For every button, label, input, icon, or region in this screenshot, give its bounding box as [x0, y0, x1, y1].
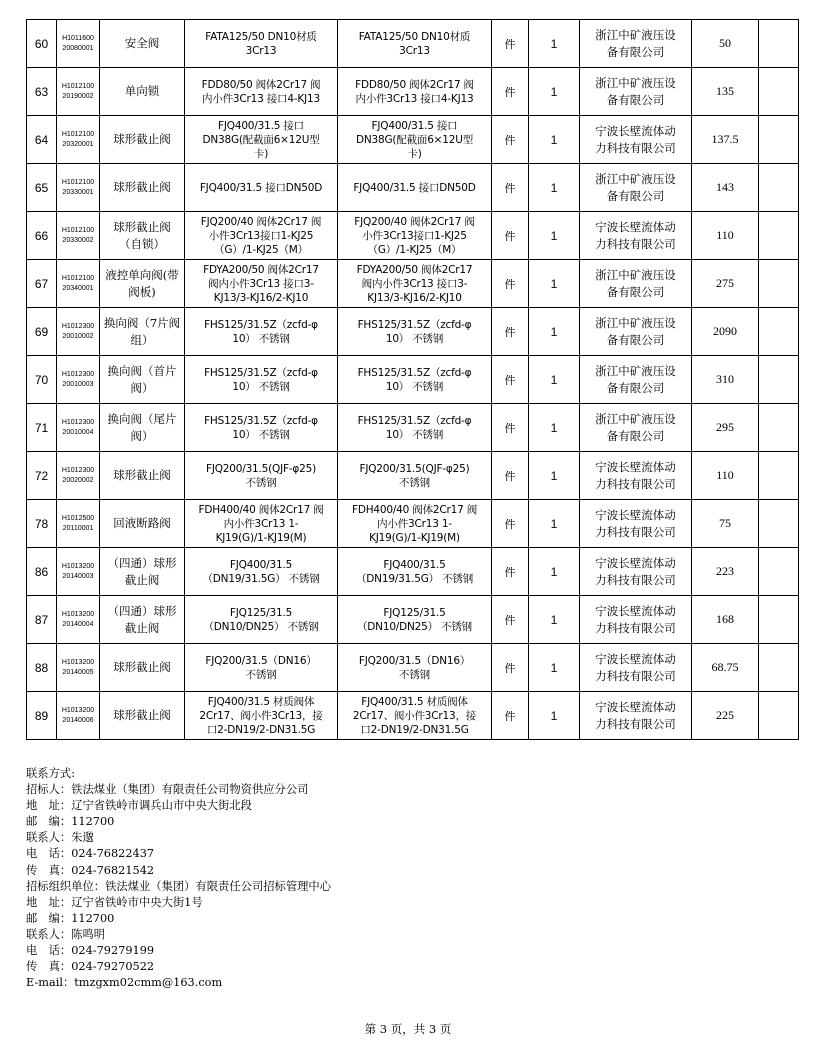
unit-cell: 件 — [492, 260, 529, 308]
material-code-cell: H1012100 20330002 — [57, 212, 100, 260]
supplier-cell: 浙江中矿液压设 备有限公司 — [580, 164, 692, 212]
contact-line: 传 真：024-79270522 — [26, 960, 155, 974]
unit-price-cell: 2090 — [692, 308, 759, 356]
quantity-cell: 1 — [529, 68, 580, 116]
unit-cell: 件 — [492, 164, 529, 212]
item-name-cell: 球形截止阀 — [100, 164, 185, 212]
contact-line: 招标人：铁法煤业（集团）有限责任公司物资供应分公司 — [26, 783, 309, 797]
contact-line: 招标组织单位：铁法煤业（集团）有限责任公司招标管理中心 — [26, 879, 332, 893]
unit-cell: 件 — [492, 356, 529, 404]
unit-cell: 件 — [492, 308, 529, 356]
supplier-cell: 浙江中矿液压设 备有限公司 — [580, 356, 692, 404]
unit-price-cell: 310 — [692, 356, 759, 404]
supplier-cell: 浙江中矿液压设 备有限公司 — [580, 308, 692, 356]
quantity-cell: 1 — [529, 500, 580, 548]
item-name-cell: 球形截止阀 — [100, 692, 185, 740]
remarks-cell — [759, 20, 799, 68]
contact-lines — [26, 782, 726, 991]
material-code-cell: H1012100 20340001 — [57, 260, 100, 308]
supplier-cell: 宁波长壁流体动 力科技有限公司 — [580, 692, 692, 740]
contact-line: E-mail：tmzgxm02cmm@163.com — [26, 976, 223, 990]
unit-price-cell: 68.75 — [692, 644, 759, 692]
row-number-cell: 60 — [27, 20, 57, 68]
supplier-cell: 宁波长壁流体动 力科技有限公司 — [580, 644, 692, 692]
item-spec-alt-cell: FJQ400/31.5 接口DN50D — [338, 164, 492, 212]
supplier-cell: 宁波长壁流体动 力科技有限公司 — [580, 548, 692, 596]
unit-price-cell: 75 — [692, 500, 759, 548]
quantity-cell: 1 — [529, 356, 580, 404]
table-row — [27, 500, 799, 548]
contact-line: 电 话：024-76822437 — [26, 847, 155, 861]
unit-price-cell: 225 — [692, 692, 759, 740]
item-spec-alt-cell: FJQ400/31.5 接口 DN38G(配截面6×12U型 卡) — [338, 116, 492, 164]
quantity-cell: 1 — [529, 116, 580, 164]
row-number-cell: 71 — [27, 404, 57, 452]
unit-cell: 件 — [492, 20, 529, 68]
quantity-cell: 1 — [529, 548, 580, 596]
item-name-cell: 球形截止阀 — [100, 452, 185, 500]
item-name-cell: 球形截止阀 — [100, 116, 185, 164]
material-code-cell: H1011600 20080001 — [57, 20, 100, 68]
item-spec-cell: FJQ400/31.5 接口 DN38G(配截面6×12U型 卡) — [185, 116, 338, 164]
remarks-cell — [759, 260, 799, 308]
table-row — [27, 68, 799, 116]
supplier-cell: 宁波长壁流体动 力科技有限公司 — [580, 596, 692, 644]
table-row — [27, 260, 799, 308]
supplier-cell: 浙江中矿液压设 备有限公司 — [580, 20, 692, 68]
unit-price-cell: 275 — [692, 260, 759, 308]
supplier-cell: 宁波长壁流体动 力科技有限公司 — [580, 500, 692, 548]
remarks-cell — [759, 308, 799, 356]
item-spec-alt-cell: FDH400/40 阀体2Cr17 阀 内小件3Cr13 1- KJ19(G)/1-KJ19(M) — [338, 500, 492, 548]
item-name-cell: 换向阀（首片 阀） — [100, 356, 185, 404]
unit-price-cell: 110 — [692, 452, 759, 500]
material-code-cell: H1013200 20140006 — [57, 692, 100, 740]
item-spec-alt-cell: FHS125/31.5Z（zcfd-φ 10） 不锈钢 — [338, 356, 492, 404]
quantity-cell: 1 — [529, 692, 580, 740]
material-code-cell: H1012300 20010004 — [57, 404, 100, 452]
row-number-cell: 89 — [27, 692, 57, 740]
remarks-cell — [759, 644, 799, 692]
unit-price-cell: 135 — [692, 68, 759, 116]
item-spec-alt-cell: FJQ125/31.5 （DN10/DN25） 不锈钢 — [338, 596, 492, 644]
remarks-cell — [759, 212, 799, 260]
remarks-cell — [759, 68, 799, 116]
quantity-cell: 1 — [529, 644, 580, 692]
item-spec-cell: FJQ200/31.5(QJF-φ25) 不锈钢 — [185, 452, 338, 500]
table-row — [27, 356, 799, 404]
contact-info — [26, 766, 726, 991]
quantity-cell: 1 — [529, 164, 580, 212]
material-code-cell: H1013200 20140004 — [57, 596, 100, 644]
item-spec-cell: FJQ400/31.5 （DN19/31.5G） 不锈钢 — [185, 548, 338, 596]
item-spec-alt-cell: FDD80/50 阀体2Cr17 阀 内小件3Cr13 接口4-KJ13 — [338, 68, 492, 116]
unit-price-cell: 137.5 — [692, 116, 759, 164]
remarks-cell — [759, 596, 799, 644]
item-spec-cell: FHS125/31.5Z（zcfd-φ 10） 不锈钢 — [185, 356, 338, 404]
item-spec-cell: FDH400/40 阀体2Cr17 阀 内小件3Cr13 1- KJ19(G)/1-KJ19(M) — [185, 500, 338, 548]
item-spec-alt-cell: FHS125/31.5Z（zcfd-φ 10） 不锈钢 — [338, 404, 492, 452]
unit-cell: 件 — [492, 548, 529, 596]
contact-line: 电 话：024-79279199 — [26, 944, 155, 958]
item-spec-alt-cell: FJQ200/31.5（DN16） 不锈钢 — [338, 644, 492, 692]
item-name-cell: 换向阀（尾片 阀） — [100, 404, 185, 452]
table-row — [27, 308, 799, 356]
remarks-cell — [759, 548, 799, 596]
item-spec-alt-cell: FJQ200/31.5(QJF-φ25) 不锈钢 — [338, 452, 492, 500]
material-code-cell: H1012100 20320001 — [57, 116, 100, 164]
item-spec-cell: FATA125/50 DN10材质 3Cr13 — [185, 20, 338, 68]
item-name-cell: （四通）球形 截止阀 — [100, 596, 185, 644]
quantity-cell: 1 — [529, 260, 580, 308]
unit-price-cell: 50 — [692, 20, 759, 68]
remarks-cell — [759, 500, 799, 548]
item-spec-cell: FHS125/31.5Z（zcfd-φ 10） 不锈钢 — [185, 404, 338, 452]
unit-cell: 件 — [492, 500, 529, 548]
item-spec-alt-cell: FATA125/50 DN10材质 3Cr13 — [338, 20, 492, 68]
item-spec-cell: FJQ400/31.5 材质阀体 2Cr17、阀小件3Cr13，接 口2-DN19/2-DN31.5G — [185, 692, 338, 740]
unit-cell: 件 — [492, 452, 529, 500]
material-code-cell: H1012300 20010003 — [57, 356, 100, 404]
supplier-cell: 宁波长壁流体动 力科技有限公司 — [580, 116, 692, 164]
supplier-cell: 浙江中矿液压设 备有限公司 — [580, 404, 692, 452]
table-row — [27, 644, 799, 692]
item-name-cell: 球形截止阀 （自锁） — [100, 212, 185, 260]
row-number-cell: 86 — [27, 548, 57, 596]
quantity-cell: 1 — [529, 404, 580, 452]
table-row — [27, 692, 799, 740]
unit-cell: 件 — [492, 692, 529, 740]
row-number-cell: 66 — [27, 212, 57, 260]
supplier-cell: 宁波长壁流体动 力科技有限公司 — [580, 452, 692, 500]
table-row — [27, 452, 799, 500]
remarks-cell — [759, 404, 799, 452]
unit-cell: 件 — [492, 404, 529, 452]
contact-line: 地 址：辽宁省铁岭市调兵山市中央大街北段 — [26, 799, 252, 813]
item-spec-cell: FJQ125/31.5 （DN10/DN25） 不锈钢 — [185, 596, 338, 644]
item-spec-cell: FHS125/31.5Z（zcfd-φ 10） 不锈钢 — [185, 308, 338, 356]
remarks-cell — [759, 452, 799, 500]
unit-cell: 件 — [492, 644, 529, 692]
item-name-cell: 液控单向阀(带 阀板) — [100, 260, 185, 308]
item-name-cell: 安全阀 — [100, 20, 185, 68]
table-row — [27, 164, 799, 212]
item-spec-cell: FDD80/50 阀体2Cr17 阀 内小件3Cr13 接口4-KJ13 — [185, 68, 338, 116]
item-spec-alt-cell: FJQ200/40 阀体2Cr17 阀 小件3Cr13接口1-KJ25 （G）/1-KJ25（M） — [338, 212, 492, 260]
quantity-cell: 1 — [529, 20, 580, 68]
contact-heading: 联系方式: — [26, 767, 75, 780]
item-spec-cell: FJQ200/31.5（DN16） 不锈钢 — [185, 644, 338, 692]
row-number-cell: 63 — [27, 68, 57, 116]
contact-line: 邮 编：112700 — [26, 911, 115, 925]
material-code-cell: H1013200 20140005 — [57, 644, 100, 692]
remarks-cell — [759, 356, 799, 404]
item-name-cell: 球形截止阀 — [100, 644, 185, 692]
row-number-cell: 72 — [27, 452, 57, 500]
supplier-cell: 宁波长壁流体动 力科技有限公司 — [580, 212, 692, 260]
unit-cell: 件 — [492, 68, 529, 116]
quantity-cell: 1 — [529, 212, 580, 260]
row-number-cell: 64 — [27, 116, 57, 164]
unit-price-cell: 110 — [692, 212, 759, 260]
material-code-cell: H1012300 20020002 — [57, 452, 100, 500]
quantity-cell: 1 — [529, 596, 580, 644]
unit-price-cell: 295 — [692, 404, 759, 452]
contact-line: 联系人：朱邈 — [26, 831, 94, 845]
item-spec-alt-cell: FJQ400/31.5 （DN19/31.5G） 不锈钢 — [338, 548, 492, 596]
row-number-cell: 88 — [27, 644, 57, 692]
unit-cell: 件 — [492, 116, 529, 164]
material-code-cell: H1012100 20330001 — [57, 164, 100, 212]
bid-items-table — [26, 19, 799, 740]
row-number-cell: 87 — [27, 596, 57, 644]
remarks-cell — [759, 116, 799, 164]
row-number-cell: 78 — [27, 500, 57, 548]
row-number-cell: 70 — [27, 356, 57, 404]
contact-line: 地 址：辽宁省铁岭市中央大街1号 — [26, 895, 203, 909]
item-name-cell: （四通）球形 截止阀 — [100, 548, 185, 596]
item-spec-alt-cell: FDYA200/50 阀体2Cr17 阀内小件3Cr13 接口3- KJ13/3-KJ16/2-KJ10 — [338, 260, 492, 308]
row-number-cell: 67 — [27, 260, 57, 308]
table-row — [27, 212, 799, 260]
unit-cell: 件 — [492, 596, 529, 644]
unit-price-cell: 223 — [692, 548, 759, 596]
item-spec-cell: FDYA200/50 阀体2Cr17 阀内小件3Cr13 接口3- KJ13/3-KJ16/2-KJ10 — [185, 260, 338, 308]
remarks-cell — [759, 692, 799, 740]
material-code-cell: H1012500 20110001 — [57, 500, 100, 548]
item-spec-cell: FJQ400/31.5 接口DN50D — [185, 164, 338, 212]
item-name-cell: 换向阀（7片阀 组） — [100, 308, 185, 356]
table-row — [27, 548, 799, 596]
row-number-cell: 65 — [27, 164, 57, 212]
material-code-cell: H1012300 20010002 — [57, 308, 100, 356]
contact-line: 联系人：陈鸣明 — [26, 927, 106, 941]
supplier-cell: 浙江中矿液压设 备有限公司 — [580, 68, 692, 116]
quantity-cell: 1 — [529, 308, 580, 356]
item-spec-alt-cell: FJQ400/31.5 材质阀体 2Cr17、阀小件3Cr13，接 口2-DN19/2-DN31.5G — [338, 692, 492, 740]
item-name-cell: 单向锁 — [100, 68, 185, 116]
table-row — [27, 116, 799, 164]
unit-cell: 件 — [492, 212, 529, 260]
table-row — [27, 596, 799, 644]
quantity-cell: 1 — [529, 452, 580, 500]
table-body — [27, 20, 799, 740]
contact-line: 传 真：024-76821542 — [26, 863, 155, 877]
contact-line: 邮 编：112700 — [26, 815, 115, 829]
unit-price-cell: 143 — [692, 164, 759, 212]
item-spec-alt-cell: FHS125/31.5Z（zcfd-φ 10） 不锈钢 — [338, 308, 492, 356]
unit-price-cell: 168 — [692, 596, 759, 644]
material-code-cell: H1012100 20190002 — [57, 68, 100, 116]
row-number-cell: 69 — [27, 308, 57, 356]
material-code-cell: H1013200 20140003 — [57, 548, 100, 596]
item-spec-cell: FJQ200/40 阀体2Cr17 阀 小件3Cr13接口1-KJ25 （G）/1-KJ25（M） — [185, 212, 338, 260]
item-name-cell: 回液断路阀 — [100, 500, 185, 548]
page-footer: 第 3 页，共 3 页 — [364, 1022, 452, 1036]
remarks-cell — [759, 164, 799, 212]
table-row — [27, 404, 799, 452]
supplier-cell: 浙江中矿液压设 备有限公司 — [580, 260, 692, 308]
table-row — [27, 20, 799, 68]
